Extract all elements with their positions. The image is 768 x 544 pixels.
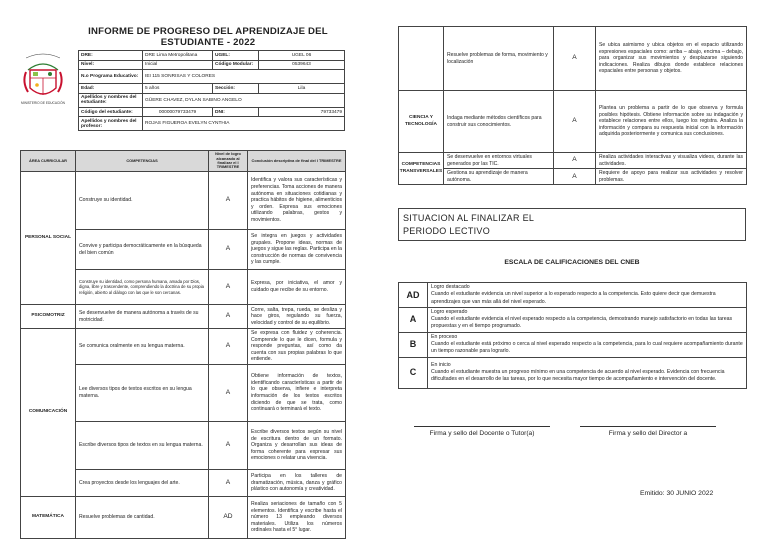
nivel-cell: A [209,230,248,270]
scale-desc: Cuando el estudiante evidencia el nivel esperado respecto a la competencia, demostrando manejo satisfactorio en todas las tareas propuestas y en el tiempo programado. [431,316,733,330]
competencia-cell: Construye su identidad, como persona humana, amada por Dios, digna, libre y trascendente, comprendiendo la doctrina de su propia religión, abierto al diálogo con las que le son cercanas. [76,270,209,305]
competencias-header: COMPETENCIAS [76,151,209,172]
codigo-modular-label: Código Modular: [213,60,259,70]
conclusion-cell: Plantea un problema a partir de lo que observa y formula posibles hipótesis. Obtiene información sobre su indagación y establece relaciones entre ellos, luego los registra. Analiza la información y compara su respuesta inicial con la información adquirida posteriormente y comunica sus conclusiones. [596,91,747,153]
emission-date: Emitido: 30 JUNIO 2022 [640,490,714,497]
nivel-cell: A [554,153,596,169]
area-header: ÁREA CURRICULAR [21,151,76,172]
scale-name: En proceso [431,333,458,340]
scale-description [428,332,747,357]
competencia-cell: Crea proyectos desde los lenguajes del arte. [76,470,209,497]
area-personal-social: PERSONAL SOCIAL [21,172,76,305]
table-row [21,172,346,230]
competencia-cell: Se desenvuelve de manera autónoma a través de su motricidad. [76,305,209,329]
scale-description [428,357,747,388]
scale-description [428,307,747,332]
nivel-value: Inicial [143,60,213,70]
scale-name: En inicio [431,361,451,368]
coat-of-arms-logo [20,48,66,108]
conclusion-cell: Obtiene información de textos, identificando características a partir de lo que observa, infiere e interpreta información de los textos escritos diciendo de que se trata, como continuará o terminará el texto. [248,365,346,422]
competencia-cell: Convive y participa democráticamente en la búsqueda del bien común [76,230,209,270]
scale-row [399,357,747,388]
ugel-value: UGEL 06 [259,51,345,61]
teacher-signature-line [414,426,550,427]
scale-code: C [399,357,428,388]
situacion-final-label [403,212,534,238]
area-comunicacion: COMUNICACIÓN [21,329,76,497]
edad-value: 5 años [143,84,213,94]
competencia-cell: Escribe diversos tipos de textos en su lengua materna. [76,422,209,470]
scale-desc: Cuando el estudiante muestra un progreso mínimo en una competencia de acuerdo al nivel esperado. Evidencia con frecuencia dificultades en el desarrollo de las tareas, por lo que necesita mayor tiempo de acompañamiento e intervención del docente. [431,368,725,383]
scale-row [399,307,747,332]
conclusion-cell: Corre, salta, trepa, rueda, se desliza y hace giros, regulando su fuerza, velocidad y control de su equilibrio. [248,305,346,329]
scale-name: Logro esperado [431,308,468,315]
area-competencias-transversales: COMPETENCIAS TRANSVERSALES [399,153,444,185]
director-signature-label: Firma y sello del Director a [608,430,688,437]
nivel-cell: AD [209,497,248,539]
scale-code: A [399,307,428,332]
conclusion-cell: Realiza actividades interactivas y visualiza videos, durante las actividades. [596,153,747,169]
table-header-row [21,151,346,172]
nivel-cell: A [554,91,596,153]
student-code-value: 00000079733479 [143,107,213,117]
nivel-cell: A [209,365,248,422]
nivel-cell: A [554,27,596,91]
ie-value: IEI 115 SONRISAS Y COLORES [143,70,345,84]
student-name-label: Apellidos y nombres del estudiante: [79,93,143,107]
grading-scale-table [398,282,747,389]
table-row [399,91,747,153]
scale-row [399,332,747,357]
scale-code: AD [399,283,428,308]
nivel-cell: A [209,470,248,497]
teacher-name-value: ROJAS FIGUEROA EVELYN CYNTHIA [143,117,345,131]
competencies-table-continued [398,26,747,185]
scale-description [428,283,747,308]
dni-value: 79733479 [259,107,345,117]
conclusion-header: Conclusión descriptiva de final del I TRIMESTRE [248,151,346,172]
nivel-cell: A [209,422,248,470]
situacion-line-2: PERIODO LECTIVO [403,226,491,237]
conclusion-cell: Requiere de apoyo para realizar sus actividades y resolver problemas. [596,169,747,185]
table-row [399,169,747,185]
grading-scale-title: ESCALA DE CALIFICACIONES DEL CNEB [504,259,640,266]
competencia-cell: Resuelve problemas de cantidad. [76,497,209,539]
scale-desc: Cuando el estudiante evidencia un nivel superior a lo esperado respecto a la competencia. Esto quiere decir que demuestra aprendizajes que van más allá del nivel esperado. [431,291,716,305]
conclusion-cell: Se integra en juegos y actividades grupales. Propone ideas, normas de juegos y sigue las reglas. Participa en la construcción de normas de convivencia y las cumple. [248,230,346,270]
conclusion-cell: Escribe diversos textos según su nivel de escritura dentro de un formato. Organiza y desarrollan sus ideas de forma coherente para expresar sus emociones o relatar una vivencia. [248,422,346,470]
situacion-line-1: SITUACION AL FINALIZAR EL [403,213,535,223]
conclusion-cell: Realiza seriaciones de tamaño con 5 elementos. Identifica y escribe hasta el número 13 empleando diversos materiales. Utiliza los números ordinales hasta el 5° lugar. [248,497,346,539]
edad-label: Edad: [79,84,143,94]
competencia-cell: Se desenvuelve en entornos virtuales generados por las TIC. [444,153,554,169]
table-row [21,305,346,329]
crest-caption: MINISTERIO DE EDUCACIÓN [21,101,65,105]
scale-code: B [399,332,428,357]
competencia-cell: Construye su identidad. [76,172,209,230]
scale-name: Logro destacado [431,284,470,290]
conclusion-cell: Se ubica asimismo y ubica objetos en el espacio utilizando expresiones espaciales como: arriba – abajo, encima – debajo, para organizar sus movimientos y desplazarse siguiendo indicaciones. Realiza dibujos donde establece relaciones espaciales entre personas y objetos. [596,27,747,91]
nivel-cell: A [554,169,596,185]
nivel-cell: A [209,270,248,305]
scale-row [399,283,747,308]
codigo-modular-value: 0539643 [259,60,345,70]
scale-desc: Cuando el estudiante está próximo o cerca al nivel esperado respecto a la competencia, para lo cual requiere acompañamiento durante un tiempo razonable para lograrlo. [431,340,743,355]
table-row [399,27,747,91]
page-title: INFORME DE PROGRESO DEL APRENDIZAJE DEL ESTUDIANTE - 2022 [88,26,328,48]
nivel-cell: A [209,172,248,230]
teacher-name-label: Apellidos y nombres del profesor: [79,117,143,131]
conclusion-cell: Expresa, por iniciativa, el amor y cuidado que recibe de su entorno. [248,270,346,305]
nivel-cell: A [209,305,248,329]
area-ciencia-tecnologia: CIENCIA Y TECNOLOGÍA [399,91,444,153]
nivel-label: Nivel: [79,60,143,70]
director-signature-line [580,426,716,427]
nivel-header: Nivel de logro alcanzado al finalizar el I TRIMESTRE [209,151,248,172]
table-row [21,497,346,539]
area-matematica-continued [399,27,444,91]
ie-label: N.o Programa Educativo: [79,70,143,84]
student-name-value: GÜERE CHAVEZ, DYLAN SABINO ANGELO [143,93,345,107]
area-matematica: MATEMÁTICA [21,497,76,539]
nivel-cell: A [209,329,248,365]
competencia-cell: Indaga mediante métodos científicos para construir sus conocimientos. [444,91,554,153]
situacion-final-box [398,208,746,241]
competencia-cell: Se comunica oralmente en su lengua materna. [76,329,209,365]
seccion-value: Lila [259,84,345,94]
teacher-signature-label: Firma y sello del Docente o Tutor(a) [429,430,535,437]
competencia-cell: Gestiona su aprendizaje de manera autónoma. [444,169,554,185]
competencia-cell: Lee diversos tipos de textos escritos en su lengua materna. [76,365,209,422]
seccion-label: Sección: [213,84,259,94]
dni-label: DNI: [213,107,259,117]
conclusion-cell: Participa en los talleres de dramatización, música, danza y gráfico plástico con autonomía y creatividad. [248,470,346,497]
student-code-label: Código del estudiante: [79,107,143,117]
competencia-cell: Resuelve problemas de forma, movimiento y localización [444,27,554,91]
table-row [399,153,747,169]
ugel-label: UGEL: [213,51,259,61]
conclusion-cell: Se expresa con fluidez y coherencia. Comprende lo que le dicen, formula y responde preguntas, así como da cuenta con sus propias palabras lo que entiende. [248,329,346,365]
conclusion-cell: Identifica y valora sus características y preferencias. Toma acciones de manera autónoma en situaciones cotidianas y practica hábitos de higiene, alimenticios y orden. Expresa sus emociones utilizando palabras, gestos y movimientos. [248,172,346,230]
dre-label: DRE: [79,51,143,61]
dre-value: DRE Lima Metropolitana [143,51,213,61]
competencies-table [20,150,346,539]
table-row [21,329,346,365]
area-psicomotriz: PSICOMOTRIZ [21,305,76,329]
student-info-table [78,50,345,131]
